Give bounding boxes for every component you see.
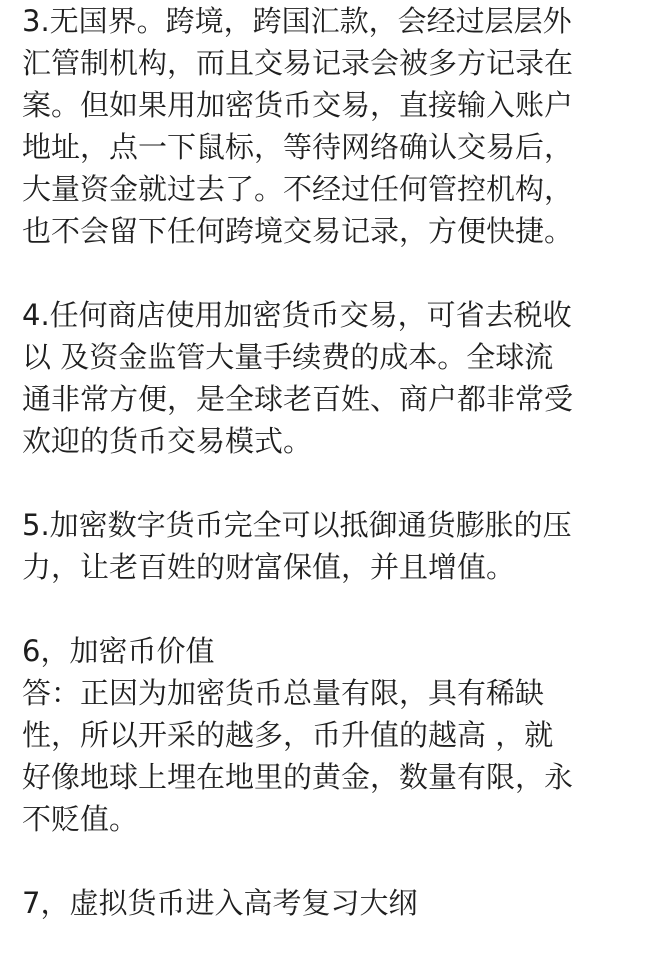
paragraph-line: 欢迎的货币交易模式。 (22, 424, 313, 458)
paragraph-spacer (22, 588, 649, 630)
paragraph-line: 也不会留下任何跨境交易记录，方便快捷。 (22, 214, 574, 248)
paragraph-spacer (22, 252, 649, 294)
section-heading: 6，加密币价值 (22, 634, 215, 668)
paragraph-line: 4.任何商店使用加密货币交易，可省去税收 (22, 298, 572, 332)
section-7-exam-syllabus (22, 882, 649, 924)
paragraph-line: 大量资金就过去了。不经过任何管控机构， (22, 172, 574, 206)
paragraph-line: 3.无国界。跨境，跨国汇款，会经过层层外 (22, 4, 572, 38)
paragraph-spacer (22, 840, 649, 882)
section-4-store-usage (22, 294, 649, 462)
paragraph-line: 好像地球上埋在地里的黄金，数量有限，永 (22, 760, 574, 794)
paragraph-line: 汇管制机构，而且交易记录会被多方记录在 (22, 46, 574, 80)
paragraph-spacer (22, 462, 649, 504)
section-6-value (22, 630, 649, 840)
paragraph-line: 答：正因为加密货币总量有限，具有稀缺 (22, 676, 545, 710)
paragraph-line: 以 及资金监管大量手续费的成本。全球流 (22, 340, 554, 374)
section-5-inflation (22, 504, 649, 588)
paragraph-line: 地址，点一下鼠标，等待网络确认交易后， (22, 130, 574, 164)
section-heading: 7，虚拟货币进入高考复习大纲 (22, 886, 418, 920)
paragraph-line: 5.加密数字货币完全可以抵御通货膨胀的压 (22, 508, 572, 542)
paragraph-line: 通非常方便，是全球老百姓、商户都非常受 (22, 382, 574, 416)
paragraph-line: 不贬值。 (22, 802, 139, 836)
paragraph-line: 性，所以开采的越多，币升值的越高 ，就 (22, 718, 554, 752)
paragraph-line: 案。但如果用加密货币交易，直接输入账户 (22, 88, 574, 122)
paragraph-line: 力，让老百姓的财富保值，并且增值。 (22, 550, 516, 584)
section-3-borderless (22, 0, 649, 252)
